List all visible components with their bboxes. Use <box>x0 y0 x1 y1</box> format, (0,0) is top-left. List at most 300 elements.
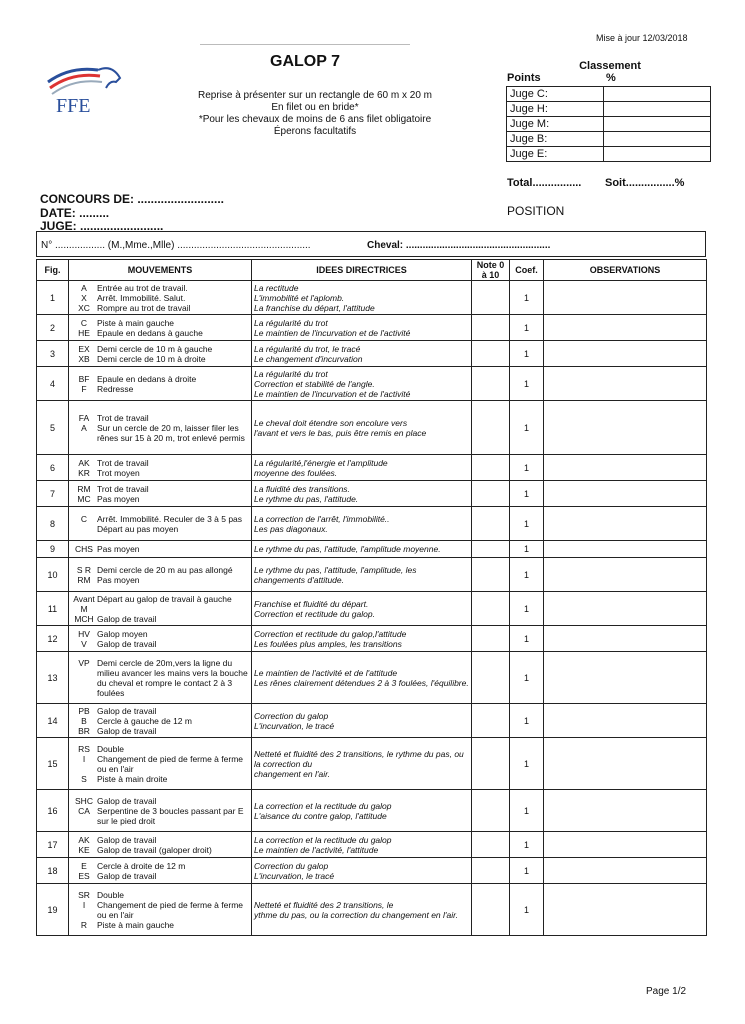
idee-line: La régularité du trot <box>254 368 328 379</box>
idees-cell <box>252 315 472 341</box>
idee-line: Correction et stabilité de l'angle. <box>254 378 375 389</box>
idees-cell <box>252 884 472 936</box>
movement-letter: BF <box>78 373 90 384</box>
movement-text: Serpentine de 3 boucles passant par E sur le pied droit <box>97 805 244 826</box>
movement-letter: SHC <box>75 795 93 806</box>
movement-text: Galop de travail <box>97 638 157 649</box>
movement-letter: VP <box>78 657 90 668</box>
movement-line <box>71 565 249 575</box>
table-row <box>37 790 707 832</box>
movement-letter: FA <box>78 412 90 423</box>
reprise-desc: Reprise à présenter sur un rectangle de 60 m x 20 m <box>197 90 432 101</box>
eperons-desc: Éperons facultatifs <box>273 126 357 137</box>
idee-line: Le rythme du pas, l'attitude, l'amplitude, les changements d'attitude. <box>254 564 417 585</box>
note-cell[interactable] <box>472 558 510 592</box>
idee-line: La franchise du départ, l'attitude <box>254 302 375 313</box>
movement-cell <box>69 481 252 507</box>
judge-score-cell[interactable] <box>604 117 711 132</box>
movement-line <box>71 544 249 554</box>
movement-text: Piste à main gauche <box>97 919 175 930</box>
movement-text: Demi cercle de 20m,vers la ligne du milieu avancer les mains vers la bouche du cheval et rompre le contact 2 à 3 foulées <box>97 657 248 698</box>
observations-cell[interactable] <box>544 652 707 704</box>
movement-text: Double <box>97 743 124 754</box>
cheval-field: Cheval: .................................................... <box>367 240 551 251</box>
page-title: GALOP 7 <box>200 44 410 71</box>
note-cell[interactable] <box>472 652 510 704</box>
idee-line: Correction du galop <box>254 860 329 871</box>
movement-line <box>71 514 249 524</box>
movement-letter: F <box>81 383 87 394</box>
movement-line <box>71 423 249 443</box>
movement-cell <box>69 281 252 315</box>
coef-cell: 1 <box>510 281 544 315</box>
fig-cell: 4 <box>37 367 69 401</box>
movement-text: Galop de travail <box>97 795 157 806</box>
note-cell[interactable] <box>472 481 510 507</box>
movement-letter: I <box>82 753 86 764</box>
ffe-logo <box>40 58 130 118</box>
movement-letter: HE <box>78 327 90 338</box>
note-cell[interactable] <box>472 738 510 790</box>
table-row <box>37 315 707 341</box>
fig-cell: 11 <box>37 592 69 626</box>
movement-text: Trot moyen <box>97 467 140 478</box>
judge-label: Juge E: <box>507 147 604 162</box>
movement-text: Pas moyen <box>97 544 140 554</box>
idees-cell <box>252 738 472 790</box>
idee-line: Netteté et fluidité des 2 transitions, le <box>254 899 394 910</box>
idee-line: Le maintien de l'activité et de l'attitude <box>254 667 398 678</box>
fig-header: Fig. <box>37 260 69 281</box>
note-cell[interactable] <box>472 367 510 401</box>
observations-cell[interactable] <box>544 367 707 401</box>
table-row <box>37 832 707 858</box>
observations-cell[interactable] <box>544 790 707 832</box>
movement-text: Galop de travail <box>97 705 157 716</box>
movement-letter: E <box>81 860 87 871</box>
movement-line <box>71 413 249 423</box>
idee-line: La régularité du trot <box>254 317 328 328</box>
idees-cell <box>252 790 472 832</box>
coef-cell: 1 <box>510 315 544 341</box>
observations-cell[interactable] <box>544 507 707 541</box>
movements-table <box>36 259 707 936</box>
judge-row <box>507 147 711 162</box>
table-row <box>37 281 707 315</box>
idees-cell <box>252 281 472 315</box>
movement-cell <box>69 704 252 738</box>
judge-score-cell[interactable] <box>604 132 711 147</box>
note-cell[interactable] <box>472 507 510 541</box>
movement-letter: XB <box>78 353 90 364</box>
movement-letter: C <box>80 513 88 524</box>
movement-cell <box>69 738 252 790</box>
movement-letter: PB <box>78 705 90 716</box>
idee-line: La correction et la rectitude du galop <box>254 800 392 811</box>
movement-line <box>71 796 249 806</box>
judge-score-cell[interactable] <box>604 87 711 102</box>
idee-line: La régularité,l'énergie et l'amplitude <box>254 457 388 468</box>
movement-cell <box>69 884 252 936</box>
movement-line <box>71 920 249 930</box>
movement-letter <box>71 524 97 534</box>
movement-line <box>71 344 249 354</box>
observations-cell[interactable] <box>544 341 707 367</box>
movement-line <box>71 283 249 293</box>
movement-letter: KR <box>78 467 90 478</box>
coef-cell: 1 <box>510 626 544 652</box>
movement-line <box>71 744 249 754</box>
coef-cell: 1 <box>510 341 544 367</box>
idee-line: Franchise et fluidité du départ. <box>254 598 369 609</box>
movement-line <box>71 384 249 394</box>
note-cell[interactable] <box>472 401 510 455</box>
movement-cell <box>69 367 252 401</box>
movement-cell <box>69 558 252 592</box>
idees-cell <box>252 558 472 592</box>
movement-line <box>71 318 249 328</box>
movement-line <box>71 614 249 624</box>
movement-line <box>71 524 249 534</box>
movement-text: Départ au pas moyen <box>97 523 179 534</box>
idee-line: Le changement d'incurvation <box>254 353 363 364</box>
logo-text: FFE <box>56 95 91 117</box>
movement-line <box>71 374 249 384</box>
coef-cell: 1 <box>510 592 544 626</box>
fig-cell: 2 <box>37 315 69 341</box>
note-cell[interactable] <box>472 315 510 341</box>
movement-line <box>71 328 249 338</box>
movement-line <box>71 494 249 504</box>
movement-letter: HV <box>78 628 90 639</box>
movement-letter: XC <box>78 302 90 313</box>
movement-cell <box>69 790 252 832</box>
idees-cell <box>252 626 472 652</box>
movement-line <box>71 639 249 649</box>
movement-text: Piste à main droite <box>97 773 168 784</box>
note-header: Note 0 à 10 <box>472 260 510 281</box>
idees-cell <box>252 592 472 626</box>
movement-cell <box>69 507 252 541</box>
idee-line: l'avant et vers le bas, puis être remis en place <box>254 427 427 438</box>
movement-text: Cercle à droite de 12 m <box>97 860 186 871</box>
observations-header: OBSERVATIONS <box>544 260 707 281</box>
concours-field: CONCOURS DE: .......................... <box>40 192 225 206</box>
idee-line: La correction et la rectitude du galop <box>254 834 392 845</box>
observations-cell[interactable] <box>544 455 707 481</box>
movement-letter: MCH <box>74 613 94 624</box>
movement-letter: I <box>82 899 86 910</box>
filet-desc: En filet ou en bride* <box>271 102 359 113</box>
movement-text: Trot de travail <box>97 412 149 423</box>
fig-cell: 6 <box>37 455 69 481</box>
observations-cell[interactable] <box>544 558 707 592</box>
movement-line <box>71 594 249 614</box>
observations-cell[interactable] <box>544 541 707 558</box>
movement-line <box>71 835 249 845</box>
movement-letter: B <box>81 715 87 726</box>
table-row <box>37 481 707 507</box>
movement-line <box>71 629 249 639</box>
horse-logo-icon <box>40 58 130 118</box>
judge-label: Juge B: <box>507 132 604 147</box>
idee-line: La rectitude <box>254 282 299 293</box>
coef-cell: 1 <box>510 541 544 558</box>
coef-cell: 1 <box>510 401 544 455</box>
observations-cell[interactable] <box>544 401 707 455</box>
judge-row <box>507 132 711 147</box>
table-row <box>37 341 707 367</box>
note-cell[interactable] <box>472 626 510 652</box>
movement-text: Pas moyen <box>97 574 140 585</box>
fig-cell: 13 <box>37 652 69 704</box>
movement-letter: S R <box>76 564 92 575</box>
movement-text: Rompre au trot de travail <box>97 302 191 313</box>
movement-text: Changement de pied de ferme à ferme ou en l'air <box>97 899 244 920</box>
movement-line <box>71 293 249 303</box>
idee-line: Le maintien de l'incurvation et de l'activité <box>254 388 411 399</box>
coef-cell: 1 <box>510 738 544 790</box>
idee-line: La fluidité des transitions. <box>254 483 350 494</box>
movement-text: Trot de travail <box>97 457 149 468</box>
idees-cell <box>252 858 472 884</box>
coef-cell: 1 <box>510 832 544 858</box>
table-row <box>37 738 707 790</box>
movement-text: Départ au galop de travail à gauche <box>97 593 232 604</box>
movement-letter: MC <box>77 493 91 504</box>
idees-cell <box>252 341 472 367</box>
rider-row <box>36 231 706 257</box>
note-cell[interactable] <box>472 704 510 738</box>
table-row <box>37 592 707 626</box>
movement-letter: CHS <box>75 544 93 554</box>
chevaux-desc: *Pour les chevaux de moins de 6 ans filet obligatoire <box>198 114 432 125</box>
movement-line <box>71 458 249 468</box>
judge-row <box>507 102 711 117</box>
idee-line: Les pas diagonaux. <box>254 523 328 534</box>
coef-cell: 1 <box>510 455 544 481</box>
fig-cell: 9 <box>37 541 69 558</box>
observations-cell[interactable] <box>544 858 707 884</box>
idee-line: L'incurvation, le tracé <box>254 720 335 731</box>
movement-text: Epaule en dedans à gauche <box>97 327 203 338</box>
table-row <box>37 858 707 884</box>
fig-cell: 14 <box>37 704 69 738</box>
movement-line <box>71 861 249 871</box>
idee-line: Les foulées plus amples, les transitions <box>254 638 402 649</box>
movement-cell <box>69 455 252 481</box>
idees-header: IDEES DIRECTRICES <box>252 260 472 281</box>
movement-text: Arrêt. Immobilité. Reculer de 3 à 5 pas <box>97 513 243 524</box>
soit-field: Soit................% <box>605 177 685 189</box>
movement-text: Galop moyen <box>97 628 148 639</box>
coef-cell: 1 <box>510 704 544 738</box>
movement-line <box>71 806 249 826</box>
idee-line: Le maintien de l'incurvation et de l'activité <box>254 327 411 338</box>
observations-cell[interactable] <box>544 315 707 341</box>
movement-line <box>71 845 249 855</box>
movement-text: Galop de travail <box>97 725 157 736</box>
movement-text: Demi cercle de 10 m à gauche <box>97 343 213 354</box>
fig-cell: 15 <box>37 738 69 790</box>
table-row <box>37 401 707 455</box>
points-label: Points <box>507 72 541 84</box>
movement-cell <box>69 541 252 558</box>
note-cell[interactable] <box>472 832 510 858</box>
idees-cell <box>252 481 472 507</box>
movement-text: Trot de travail <box>97 483 149 494</box>
observations-cell[interactable] <box>544 704 707 738</box>
movement-line <box>71 354 249 364</box>
movement-cell <box>69 858 252 884</box>
movement-line <box>71 716 249 726</box>
coef-cell: 1 <box>510 558 544 592</box>
movement-cell <box>69 401 252 455</box>
date-field: DATE: ......... <box>40 206 110 220</box>
idee-line: La régularité du trot, le tracé <box>254 343 361 354</box>
idees-cell <box>252 541 472 558</box>
movement-line <box>71 774 249 784</box>
note-cell[interactable] <box>472 455 510 481</box>
table-row <box>37 558 707 592</box>
movement-letter: X <box>81 292 87 303</box>
idees-cell <box>252 455 472 481</box>
observations-cell[interactable] <box>544 281 707 315</box>
note-cell[interactable] <box>472 858 510 884</box>
judge-label: Juge H: <box>507 102 604 117</box>
fig-cell: 12 <box>37 626 69 652</box>
idee-line: Correction du galop <box>254 710 329 721</box>
mouvements-header: MOUVEMENTS <box>69 260 252 281</box>
observations-cell[interactable] <box>544 481 707 507</box>
juge-field: JUGE: ......................... <box>40 219 164 233</box>
coef-cell: 1 <box>510 884 544 936</box>
idee-line: moyenne des foulées. <box>254 467 338 478</box>
movement-letter: RM <box>77 574 91 585</box>
movement-text: Galop de travail <box>97 834 157 845</box>
movement-letter: EX <box>78 343 90 354</box>
movement-line <box>71 484 249 494</box>
idee-line: ythme du pas, ou la correction du changement en l'air. <box>254 909 459 920</box>
movement-text: Pas moyen <box>97 493 140 504</box>
observations-cell[interactable] <box>544 592 707 626</box>
note-cell[interactable] <box>472 341 510 367</box>
update-date: Mise à jour 12/03/2018 <box>596 33 688 43</box>
idees-cell <box>252 367 472 401</box>
movement-text: Redresse <box>97 383 134 394</box>
movement-cell <box>69 626 252 652</box>
observations-cell[interactable] <box>544 738 707 790</box>
idee-line: Le cheval doit étendre son encolure vers <box>254 417 408 428</box>
movement-letter: RM <box>77 483 91 494</box>
movement-text: Demi cercle de 20 m au pas allongé <box>97 564 233 575</box>
fig-cell: 3 <box>37 341 69 367</box>
table-row <box>37 626 707 652</box>
idee-line: Correction et rectitude du galop. <box>254 608 375 619</box>
percent-label: % <box>606 72 616 84</box>
table-row <box>37 367 707 401</box>
table-row <box>37 652 707 704</box>
movement-text: Galop de travail <box>97 613 157 624</box>
fig-cell: 19 <box>37 884 69 936</box>
idee-line: Les rênes clairement détendues 2 à 3 foulées, l'équilibre. <box>254 677 469 688</box>
note-cell[interactable] <box>472 541 510 558</box>
note-cell[interactable] <box>472 884 510 936</box>
fig-cell: 16 <box>37 790 69 832</box>
fig-cell: 17 <box>37 832 69 858</box>
movement-letter: AK <box>78 457 90 468</box>
movement-line <box>71 468 249 478</box>
movement-line <box>71 871 249 881</box>
classement-title: Classement <box>579 60 641 72</box>
coef-cell: 1 <box>510 858 544 884</box>
idee-line: Correction et rectitude du galop,l'attitude <box>254 628 407 639</box>
movement-line <box>71 658 249 698</box>
fig-cell: 18 <box>37 858 69 884</box>
movement-text: Demi cercle de 10 m à droite <box>97 353 206 364</box>
idee-line: La correction de l'arrêt, l'immobilité.. <box>254 513 390 524</box>
table-row <box>37 884 707 936</box>
coef-header: Coef. <box>510 260 544 281</box>
note-cell[interactable] <box>472 592 510 626</box>
judge-label: Juge C: <box>507 87 604 102</box>
movement-letter: RS <box>78 743 90 754</box>
fig-cell: 10 <box>37 558 69 592</box>
judge-row <box>507 87 711 102</box>
movement-letter: A <box>81 282 87 293</box>
movement-line <box>71 706 249 716</box>
movement-text: Arrêt. Immobilité. Salut. <box>97 292 186 303</box>
movement-text: Sur un cercle de 20 m, laisser filer les rênes sur 15 à 20 m, trot enlevé permis <box>97 422 245 443</box>
idee-line: Le rythme du pas, l'attitude. <box>254 493 359 504</box>
coef-cell: 1 <box>510 367 544 401</box>
page-number: Page 1/2 <box>646 986 687 997</box>
movement-letter: C <box>80 317 88 328</box>
judge-score-cell[interactable] <box>604 147 711 162</box>
movement-letter: A <box>81 422 87 433</box>
note-cell[interactable] <box>472 281 510 315</box>
rider-number-field: N° .................. (M.,Mme.,Mlle) ................................................ <box>41 240 311 251</box>
movement-text: Epaule en dedans à droite <box>97 373 197 384</box>
movement-line <box>71 890 249 900</box>
movement-letter: BR <box>78 725 90 736</box>
fig-cell: 5 <box>37 401 69 455</box>
movement-cell <box>69 652 252 704</box>
movement-letter: CA <box>78 805 90 816</box>
movement-cell <box>69 315 252 341</box>
movement-line <box>71 754 249 774</box>
judge-score-cell[interactable] <box>604 102 711 117</box>
movement-line <box>71 900 249 920</box>
observations-cell[interactable] <box>544 832 707 858</box>
idee-line: Le rythme du pas, l'attitude, l'amplitude moyenne. <box>254 544 441 554</box>
movement-text: Changement de pied de ferme à ferme ou en l'air <box>97 753 244 774</box>
movement-text: Galop de travail (galoper droit) <box>97 844 212 855</box>
note-cell[interactable] <box>472 790 510 832</box>
coef-cell: 1 <box>510 790 544 832</box>
movement-letter: KE <box>78 844 90 855</box>
movement-text: Double <box>97 889 124 900</box>
table-row <box>37 455 707 481</box>
movement-letter: AK <box>78 834 90 845</box>
observations-cell[interactable] <box>544 884 707 936</box>
movement-cell <box>69 341 252 367</box>
judge-label: Juge M: <box>507 117 604 132</box>
observations-cell[interactable] <box>544 626 707 652</box>
movement-line <box>71 303 249 313</box>
movement-letter: ES <box>78 870 90 881</box>
total-field: Total................ <box>507 177 582 189</box>
